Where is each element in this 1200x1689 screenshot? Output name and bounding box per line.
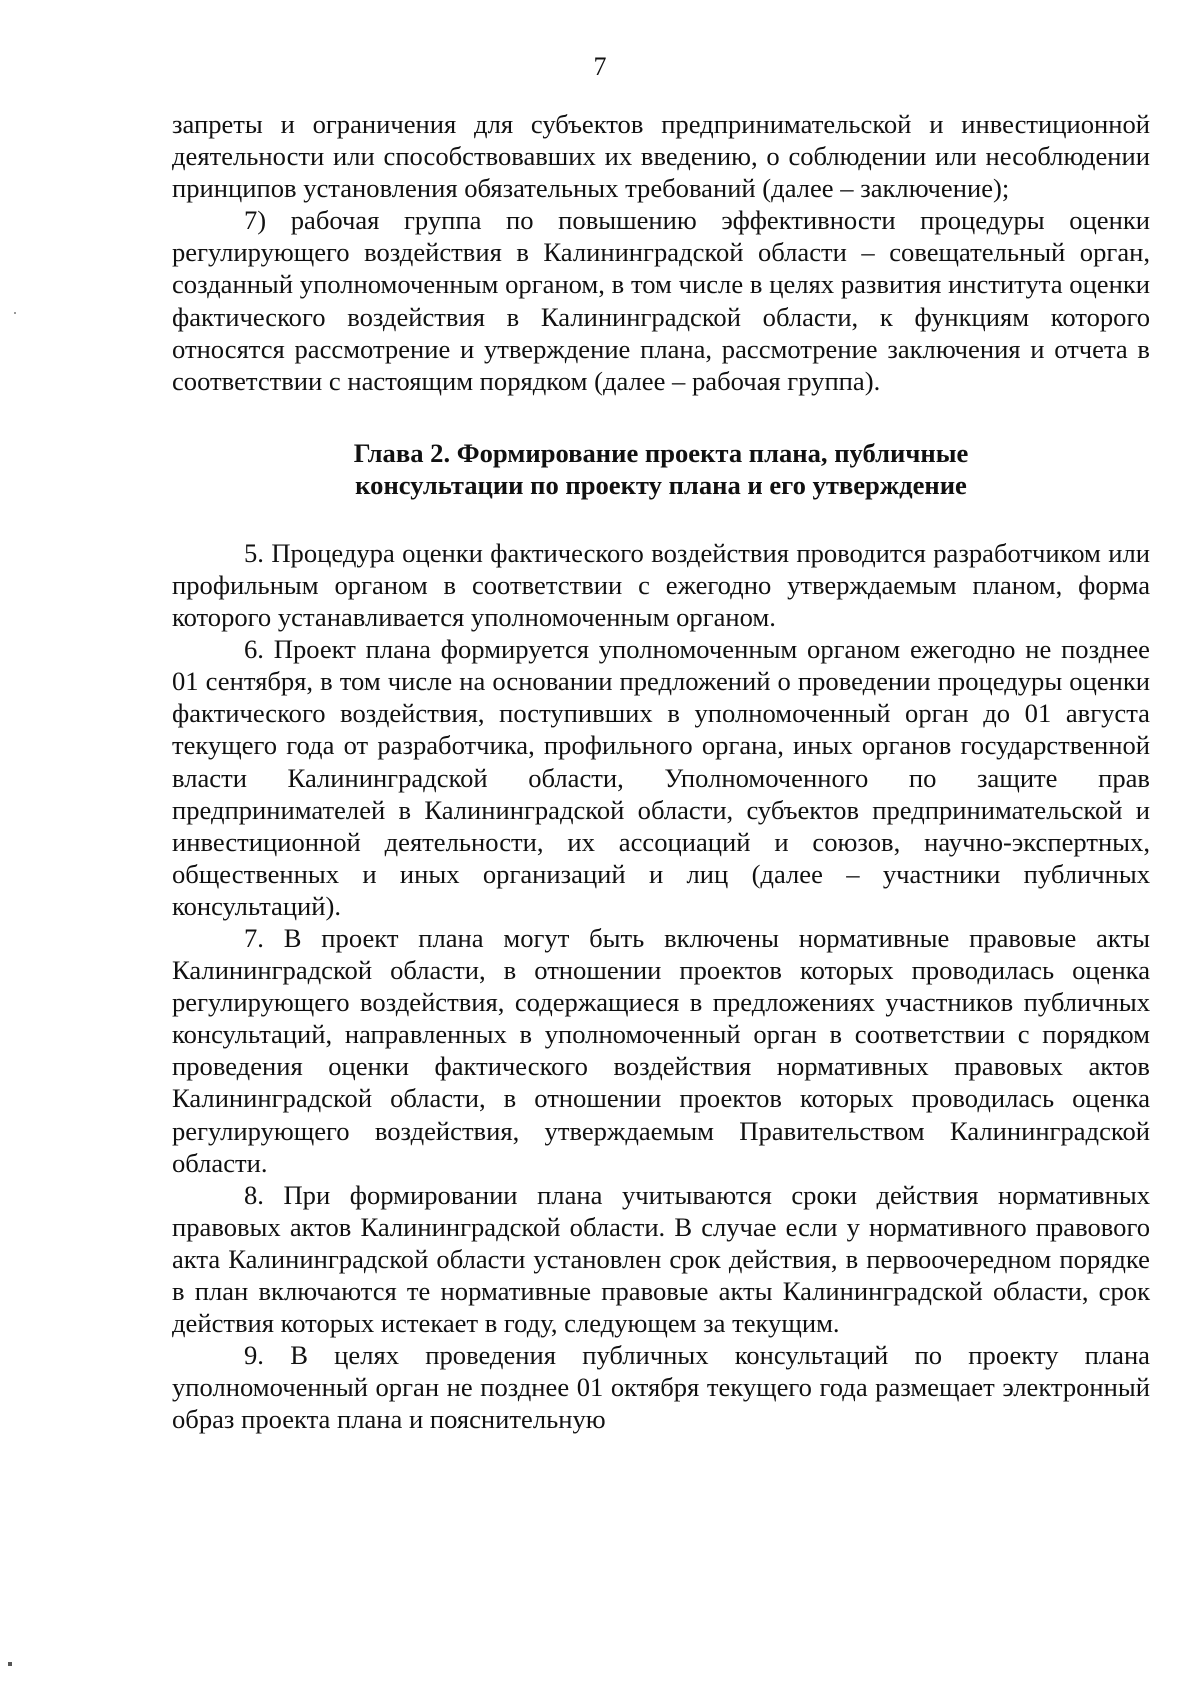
chapter-heading — [172, 437, 1150, 501]
paragraph-8: 8. При формировании плана учитываются сроки действия нормативных правовых актов Калининградской области. В случае если у нормативного правового акта Калининградской области установлен срок действия, в первоочередном порядке в план включаются те нормативные правовые акты Калининградской области, срок действия которых истекает в году, следующем за текущим. — [172, 1179, 1150, 1339]
scan-speck — [14, 312, 16, 314]
page-number: 7 — [593, 52, 607, 81]
document-body — [172, 108, 1150, 1435]
paragraph-continuation: запреты и ограничения для субъектов предпринимательской и инвестиционной деятельности или способствовавших их введению, о соблюдении или несоблюдении принципов установления обязательных требований (далее – заключение); — [172, 109, 1150, 204]
paragraph-9: 9. В целях проведения публичных консультаций по проекту плана уполномоченный орган не позднее 01 октября текущего года размещает электронный образ проекта плана и пояснительную — [172, 1340, 1150, 1435]
chapter-heading-line-1: Глава 2. Формирование проекта плана, публичные — [353, 437, 969, 468]
paragraph-item-7: 7) рабочая группа по повышению эффективности процедуры оценки регулирующего воздействия в Калининградской области – совещательный орган, созданный уполномоченным органом, в том числе в целях развития института оценки фактического воздействия в Калининградской области, к функциям которого относятся рассмотрение и утверждение плана, рассмотрение заключения и отчета в соответствии с настоящим порядком (далее – рабочая группа). — [172, 205, 1150, 396]
paragraph-5: 5. Процедура оценки фактического воздействия проводится разработчиком или профильным органом в соответствии с ежегодно утверждаемым планом, форма которого устанавливается уполномоченным органом. — [172, 537, 1150, 633]
paragraph-7: 7. В проект плана могут быть включены нормативные правовые акты Калининградской области, в отношении проектов которых проводилась оценка регулирующего воздействия, содержащиеся в предложениях участников публичных консультаций, направленных в уполномоченный орган в соответствии с порядком проведения оценки фактического воздействия нормативных правовых актов Калининградской области, в отношении проектов которых проводилась оценка регулирующего воздействия, утверждаемым Правительством Калининградской области. — [172, 922, 1150, 1178]
chapter-heading-line-2: консультации по проекту плана и его утверждение — [355, 469, 967, 500]
scan-mark — [8, 1662, 12, 1666]
paragraph-6: 6. Проект плана формируется уполномоченным органом ежегодно не позднее 01 сентября, в том числе на основании предложений о проведении процедуры оценки фактического воздействия, поступивших в уполномоченный орган до 01 августа текущего года от разработчика, профильного органа, иных органов государственной власти Калининградской области, Уполномоченного по защите прав предпринимателей в Калининградской области, субъектов предпринимательской и инвестиционной деятельности, их ассоциаций и союзов, научно-экспертных, общественных и иных организаций и лиц (далее – участники публичных консультаций). — [172, 634, 1150, 921]
